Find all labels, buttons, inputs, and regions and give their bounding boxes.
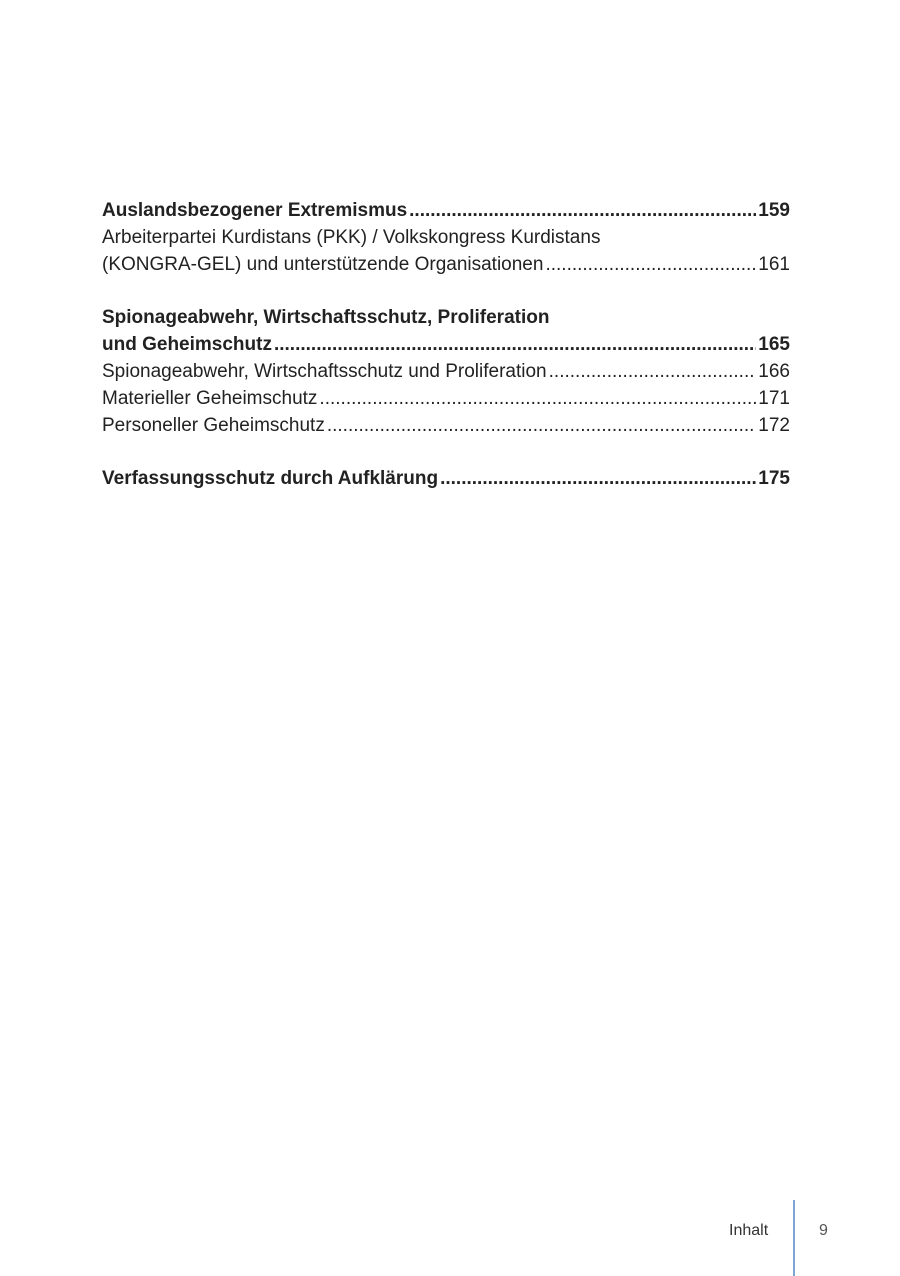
toc-heading[interactable]	[102, 465, 790, 492]
toc-page-number: 175	[758, 468, 790, 489]
leader-dots	[549, 358, 757, 385]
toc-entry[interactable]	[102, 358, 790, 385]
toc-page-number: 161	[758, 254, 790, 275]
leader-dots	[545, 251, 756, 278]
table-of-contents	[102, 197, 790, 492]
toc-page-number: 171	[758, 388, 790, 409]
footer-divider	[793, 1200, 795, 1276]
leader-dots	[440, 465, 756, 492]
toc-entry-text: Materieller Geheimschutz	[102, 388, 318, 409]
toc-entry[interactable]	[102, 385, 790, 412]
toc-heading-text: und Geheimschutz	[102, 334, 272, 355]
toc-page-number: 166	[758, 361, 790, 382]
toc-entry-text: Spionageabwehr, Wirtschaftsschutz und Proliferation	[102, 361, 547, 382]
toc-page-number: 159	[758, 200, 790, 221]
toc-entry-line	[102, 251, 790, 278]
toc-heading[interactable]	[102, 197, 790, 224]
toc-heading-line	[102, 331, 790, 358]
toc-heading-line	[102, 304, 790, 331]
section-gap	[102, 278, 790, 304]
toc-heading-text: Verfassungsschutz durch Aufklärung	[102, 468, 439, 489]
leader-dots	[274, 331, 756, 358]
toc-entry-text: Arbeiterpartei Kurdistans (PKK) / Volkskongress Kurdistans	[102, 227, 601, 248]
section-gap	[102, 439, 790, 465]
toc-entry-line	[102, 224, 790, 251]
toc-section	[102, 197, 790, 278]
leader-dots	[319, 385, 756, 412]
toc-section	[102, 304, 790, 439]
footer-page-number: 9	[819, 1222, 828, 1239]
leader-dots	[327, 412, 756, 439]
toc-heading-text: Auslandsbezogener Extremismus	[102, 200, 408, 221]
toc-entry[interactable]	[102, 224, 790, 278]
toc-entry-text: (KONGRA-GEL) und unterstützende Organisationen	[102, 254, 544, 275]
toc-heading[interactable]	[102, 304, 790, 358]
toc-page-number: 172	[758, 415, 790, 436]
toc-page-number: 165	[758, 334, 790, 355]
toc-entry[interactable]	[102, 412, 790, 439]
toc-heading-text: Spionageabwehr, Wirtschaftsschutz, Proliferation	[102, 307, 550, 328]
toc-entry-text: Personeller Geheimschutz	[102, 415, 325, 436]
leader-dots	[409, 197, 756, 224]
toc-section	[102, 465, 790, 492]
footer-section-label: Inhalt	[729, 1222, 769, 1239]
